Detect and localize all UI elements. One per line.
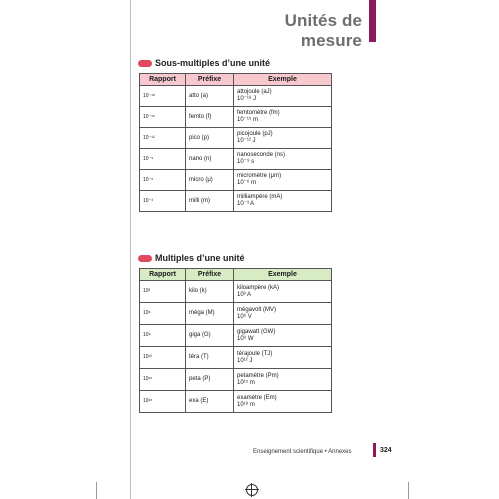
bullet-pill-icon [138,60,152,67]
exemple-cell [234,191,332,212]
exemple-value: 10⁻¹⁵ m [237,117,258,123]
page-title: Unités de mesure [284,11,362,50]
col-header-exemple: Exemple [234,269,332,281]
exemple-unit: térajoule (TJ) [237,350,273,357]
table-row [140,191,332,212]
exemple-value: 10⁻¹² J [237,138,256,144]
rapport-cell: 10¹⁸ [140,391,186,413]
exemple-cell [234,347,332,369]
exemple-unit: milliampère (mA) [237,194,283,200]
rapport-cell: 10⁻¹² [140,128,186,149]
exemple-cell [234,170,332,191]
prefixe-cell: méga (M) [186,303,234,325]
multiples-table [139,268,332,413]
exemple-unit: micromètre (μm) [237,173,282,179]
prefixe-cell: atto (a) [186,86,234,107]
table-row [140,391,332,413]
title-accent-bar [369,0,376,42]
prefixe-cell: nano (n) [186,149,234,170]
exemple-cell [234,369,332,391]
prefixe-cell: téra (T) [186,347,234,369]
crop-mark [408,482,409,499]
page-number: 324 [380,447,392,454]
table-row [140,303,332,325]
exemple-unit: attojoule (aJ) [237,89,272,95]
table-row [140,170,332,191]
exemple-value: 10⁻³ A [237,201,255,207]
table-row [140,281,332,303]
prefixe-cell: milli (m) [186,191,234,212]
table-row [140,86,332,107]
prefixe-cell: exa (E) [186,391,234,413]
exemple-cell [234,391,332,413]
rapport-cell: 10¹² [140,347,186,369]
exemple-unit: picojoule (pJ) [237,131,273,137]
col-header-prefixe: Préfixe [186,74,234,86]
exemple-value: 10⁻⁶ m [237,180,256,186]
rapport-cell: 10¹⁵ [140,369,186,391]
footer-text: Enseignement scientifique • Annexes [253,449,352,455]
col-header-rapport: Rapport [140,74,186,86]
prefixe-cell: kilo (k) [186,281,234,303]
prefixe-cell: giga (G) [186,325,234,347]
table-row [140,347,332,369]
rapport-cell: 10⁻¹⁵ [140,107,186,128]
exemple-cell [234,107,332,128]
exemple-cell [234,281,332,303]
rapport-cell: 10⁻³ [140,191,186,212]
rapport-cell: 10⁻¹⁸ [140,86,186,107]
prefixe-cell: micro (μ) [186,170,234,191]
trim-line [130,0,131,499]
col-header-rapport: Rapport [140,269,186,281]
multiples-heading-label: Multiples d’une unité [155,253,245,263]
exemple-value: 10¹⁸ m [237,401,255,408]
table-row [140,369,332,391]
exemple-value: 10⁻⁹ s [237,159,255,165]
rapport-cell: 10⁻⁹ [140,149,186,170]
exemple-value: 10¹² J [237,357,253,364]
submultiples-heading-label: Sous-multiples d’une unité [155,58,271,68]
col-header-prefixe: Préfixe [186,269,234,281]
crop-mark [96,482,97,499]
exemple-value: 10⁶ V [237,313,252,320]
submultiples-heading [138,56,270,70]
multiples-heading [138,251,245,265]
exemple-cell [234,86,332,107]
exemple-unit: petamètre (Pm) [237,372,279,379]
table-row [140,128,332,149]
rapport-cell: 10⁻⁶ [140,170,186,191]
exemple-cell [234,149,332,170]
exemple-value: 10¹⁵ m [237,379,255,386]
exemple-unit: mégavolt (MV) [237,306,277,313]
prefixe-cell: peta (P) [186,369,234,391]
exemple-unit: gigawatt (GW) [237,328,276,335]
prefixe-cell: pico (p) [186,128,234,149]
exemple-unit: femtomètre (fm) [237,110,280,116]
table-row [140,149,332,170]
exemple-value: 10³ A [237,291,252,298]
table-row [140,325,332,347]
rapport-cell: 10³ [140,281,186,303]
table-row [140,107,332,128]
exemple-cell [234,128,332,149]
exemple-value: 10⁻¹⁸ J [237,96,257,102]
exemple-value: 10⁹ W [237,335,254,342]
exemple-unit: examètre (Em) [237,394,277,401]
prefixe-cell: femto (f) [186,107,234,128]
exemple-unit: nanoseconde (ns) [237,152,286,158]
rapport-cell: 10⁶ [140,303,186,325]
registration-mark-icon [246,484,258,496]
bullet-pill-icon [138,255,152,262]
rapport-cell: 10⁹ [140,325,186,347]
submultiples-table [139,73,332,212]
exemple-cell [234,325,332,347]
exemple-unit: kiloampère (kA) [237,284,280,291]
table-header-row [140,269,332,281]
col-header-exemple: Exemple [234,74,332,86]
exemple-cell [234,303,332,325]
table-header-row [140,74,332,86]
